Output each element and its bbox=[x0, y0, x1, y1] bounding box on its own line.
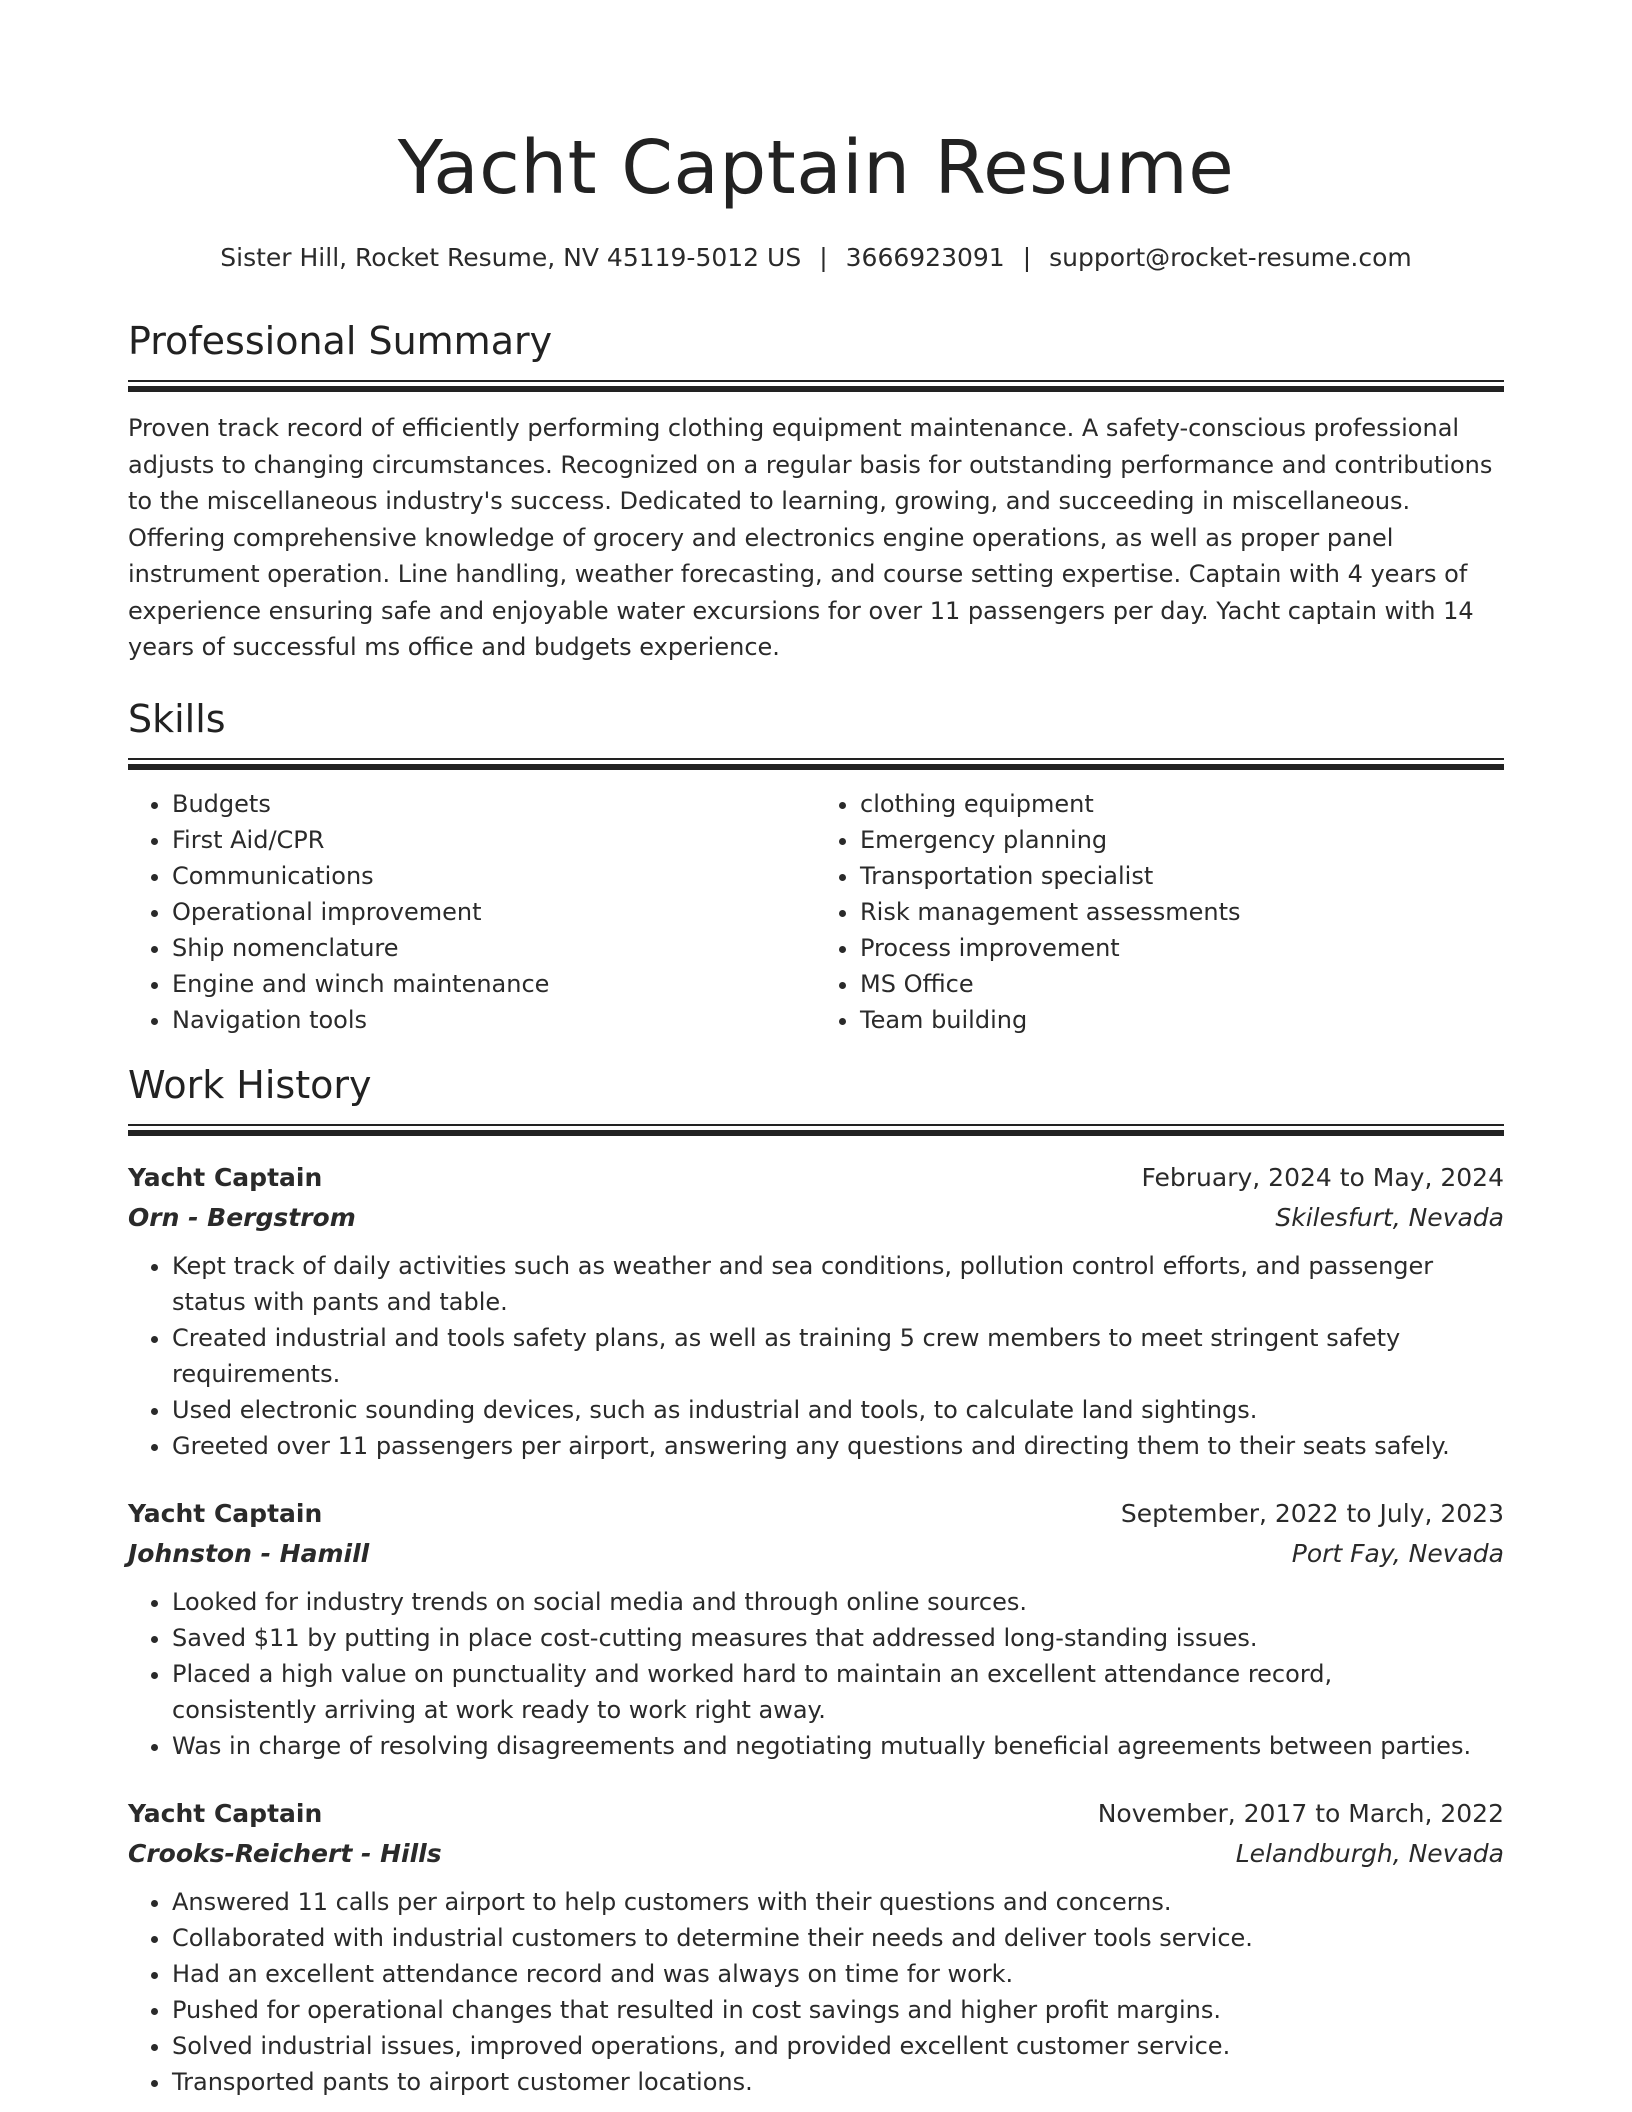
job-entry bbox=[128, 1494, 1504, 1764]
skill-item: • Operational improvement bbox=[172, 894, 816, 930]
job-bullet: • Greeted over 11 passengers per airport, answering any questions and directing them to their seats safely. bbox=[172, 1428, 1504, 1464]
job-company: Orn - Bergstrom bbox=[128, 1202, 356, 1232]
summary-section bbox=[128, 316, 1504, 666]
job-bullet: • Looked for industry trends on social media and through online sources. bbox=[172, 1584, 1504, 1620]
section-divider bbox=[128, 758, 1504, 770]
skill-item: • Risk management assessments bbox=[860, 894, 1504, 930]
skill-item: • Budgets bbox=[172, 786, 816, 822]
job-bullet: • Answered 11 calls per airport to help customers with their questions and concerns. bbox=[172, 1884, 1504, 1920]
skill-item: • Communications bbox=[172, 858, 816, 894]
job-title: Yacht Captain bbox=[128, 1498, 323, 1528]
section-divider bbox=[128, 1124, 1504, 1136]
job-header-row bbox=[128, 1794, 1504, 1834]
job-location: Port Fay, Nevada bbox=[1291, 1538, 1504, 1568]
skills-columns bbox=[128, 786, 1504, 1038]
skill-item: • Transportation specialist bbox=[860, 858, 1504, 894]
job-bullets bbox=[128, 1584, 1504, 1764]
job-dates: November, 2017 to March, 2022 bbox=[1097, 1798, 1504, 1828]
work-history-section bbox=[128, 1060, 1504, 2100]
job-bullet: • Pushed for operational changes that resulted in cost savings and higher profit margins. bbox=[172, 1992, 1504, 2028]
job-entry bbox=[128, 1794, 1504, 2100]
job-title: Yacht Captain bbox=[128, 1162, 323, 1192]
contact-separator: | bbox=[1022, 243, 1032, 272]
skills-list-left bbox=[128, 786, 816, 1038]
job-bullet: • Created industrial and tools safety plans, as well as training 5 crew members to meet stringent safety requirements. bbox=[172, 1320, 1504, 1392]
skill-item: • Engine and winch maintenance bbox=[172, 966, 816, 1002]
skills-section bbox=[128, 694, 1504, 1038]
job-dates: February, 2024 to May, 2024 bbox=[1141, 1162, 1504, 1192]
job-bullet: • Placed a high value on punctuality and worked hard to maintain an excellent attendance record, consistently arriving at work ready to work right away. bbox=[172, 1656, 1504, 1728]
job-location: Lelandburgh, Nevada bbox=[1235, 1838, 1504, 1868]
job-entry bbox=[128, 1158, 1504, 1464]
summary-heading: Professional Summary bbox=[128, 319, 553, 363]
skill-item: • First Aid/CPR bbox=[172, 822, 816, 858]
skill-item: • Navigation tools bbox=[172, 1002, 816, 1038]
contact-email: support@rocket-resume.com bbox=[1049, 243, 1412, 272]
work-history-heading: Work History bbox=[128, 1062, 372, 1107]
job-company: Crooks-Reichert - Hills bbox=[128, 1838, 442, 1868]
job-location: Skilesfurt, Nevada bbox=[1275, 1202, 1504, 1232]
job-bullet: • Collaborated with industrial customers to determine their needs and deliver tools service. bbox=[172, 1920, 1504, 1956]
job-bullet: • Was in charge of resolving disagreements and negotiating mutually beneficial agreements between parties. bbox=[172, 1728, 1504, 1764]
job-header-row bbox=[128, 1158, 1504, 1198]
job-subheader-row bbox=[128, 1534, 1504, 1574]
job-subheader-row bbox=[128, 1834, 1504, 1874]
job-bullets bbox=[128, 1248, 1504, 1464]
job-bullet: • Had an excellent attendance record and was always on time for work. bbox=[172, 1956, 1504, 1992]
job-bullet: • Used electronic sounding devices, such as industrial and tools, to calculate land sightings. bbox=[172, 1392, 1504, 1428]
summary-text: Proven track record of efficiently performing clothing equipment maintenance. A safety-conscious professional adjusts to changing circumstances. Recognized on a regular basis for outstanding performance and contributions to the miscellaneous industry's success. Dedicated to learning, growing, and succeeding in miscellaneous. Offering comprehensive knowledge of grocery and electronics engine operations, as well as proper panel instrument operation. Line handling, weather forecasting, and course setting expertise. Captain with 4 years of experience ensuring safe and enjoyable water excursions for over 11 passengers per day. Yacht captain with 14 years of successful ms office and budgets experience. bbox=[128, 414, 1493, 661]
job-dates: September, 2022 to July, 2023 bbox=[1120, 1498, 1504, 1528]
contact-line bbox=[128, 240, 1504, 276]
job-bullets bbox=[128, 1884, 1504, 2100]
resume-title: Yacht Captain Resume bbox=[397, 125, 1235, 211]
skill-item: • MS Office bbox=[860, 966, 1504, 1002]
job-title: Yacht Captain bbox=[128, 1798, 323, 1828]
contact-separator: | bbox=[819, 243, 828, 272]
skill-item: • clothing equipment bbox=[860, 786, 1504, 822]
skill-item: • Ship nomenclature bbox=[172, 930, 816, 966]
skill-item: • Process improvement bbox=[860, 930, 1504, 966]
job-subheader-row bbox=[128, 1198, 1504, 1238]
job-bullet: • Saved $11 by putting in place cost-cutting measures that addressed long-standing issues. bbox=[172, 1620, 1504, 1656]
job-header-row bbox=[128, 1494, 1504, 1534]
contact-phone: 3666923091 bbox=[845, 243, 1005, 272]
skills-heading: Skills bbox=[128, 696, 226, 741]
job-company: Johnston - Hamill bbox=[128, 1538, 370, 1568]
job-bullet: • Solved industrial issues, improved operations, and provided excellent customer service. bbox=[172, 2028, 1504, 2064]
contact-address: Sister Hill, Rocket Resume, NV 45119-5012 US bbox=[220, 243, 802, 272]
skill-item: • Emergency planning bbox=[860, 822, 1504, 858]
skills-list-right bbox=[816, 786, 1504, 1038]
job-bullet: • Transported pants to airport customer locations. bbox=[172, 2064, 1504, 2100]
job-bullet: • Kept track of daily activities such as weather and sea conditions, pollution control efforts, and passenger status with pants and table. bbox=[172, 1248, 1504, 1320]
section-divider bbox=[128, 380, 1504, 392]
skill-item: • Team building bbox=[860, 1002, 1504, 1038]
